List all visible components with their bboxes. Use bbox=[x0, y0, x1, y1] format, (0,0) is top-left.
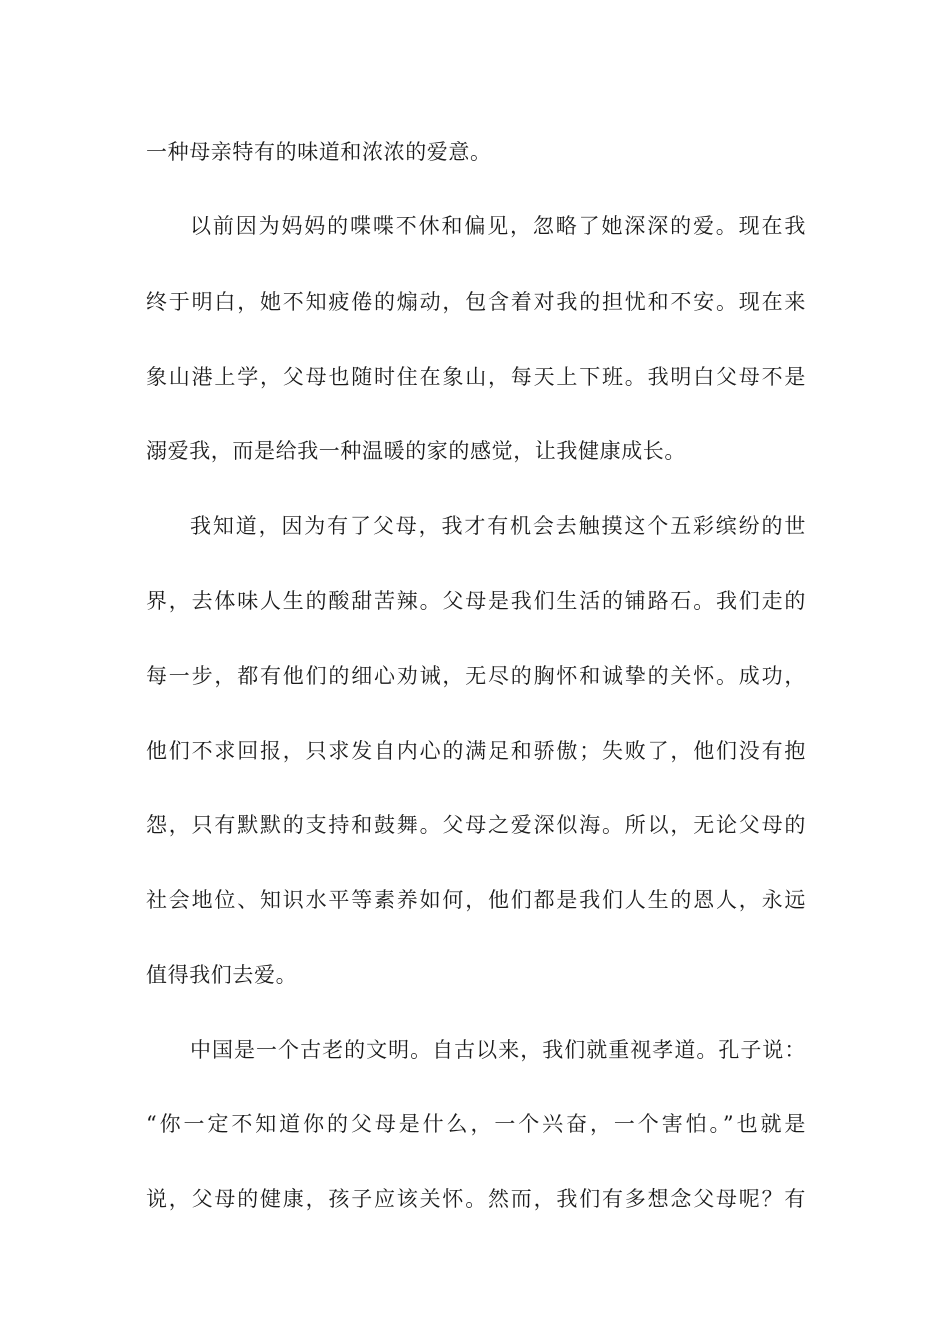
text-line: 终于明白，她不知疲倦的煽动，包含着对我的担忧和不安。现在来 bbox=[146, 290, 806, 314]
text-line: 说，父母的健康，孩子应该关怀。然而，我们有多想念父母呢？有 bbox=[146, 1187, 806, 1211]
text-line: 象山港上学，父母也随时住在象山，每天上下班。我明白父母不是 bbox=[146, 365, 806, 389]
text-line: 界，去体味人生的酸甜苦辣。父母是我们生活的铺路石。我们走的 bbox=[146, 589, 806, 613]
paragraph-first-line: 中国是一个古老的文明。自古以来，我们就重视孝道。孔子说： bbox=[190, 1038, 806, 1062]
paragraph-first-line: 我知道，因为有了父母，我才有机会去触摸这个五彩缤纷的世 bbox=[190, 514, 806, 538]
text-line: 每一步，都有他们的细心劝诫，无尽的胸怀和诚挚的关怀。成功， bbox=[146, 664, 806, 688]
text-line: 值得我们去爱。 bbox=[146, 963, 298, 987]
paragraph-first-line: 以前因为妈妈的喋喋不休和偏见，忽略了她深深的爱。现在我 bbox=[190, 214, 806, 238]
text-line: 社会地位、知识水平等素养如何，他们都是我们人生的恩人，永远 bbox=[146, 888, 806, 912]
text-line: 一种母亲特有的味道和浓浓的爱意。 bbox=[146, 140, 492, 164]
text-line: 他们不求回报，只求发自内心的满足和骄傲；失败了，他们没有抱 bbox=[146, 739, 806, 763]
text-line: 溺爱我，而是给我一种温暖的家的感觉，让我健康成长。 bbox=[146, 439, 686, 463]
text-line: 怨，只有默默的支持和鼓舞。父母之爱深似海。所以，无论父母的 bbox=[146, 813, 806, 837]
text-line: “你一定不知道你的父母是什么，一个兴奋，一个害怕。”也就是 bbox=[146, 1112, 806, 1136]
